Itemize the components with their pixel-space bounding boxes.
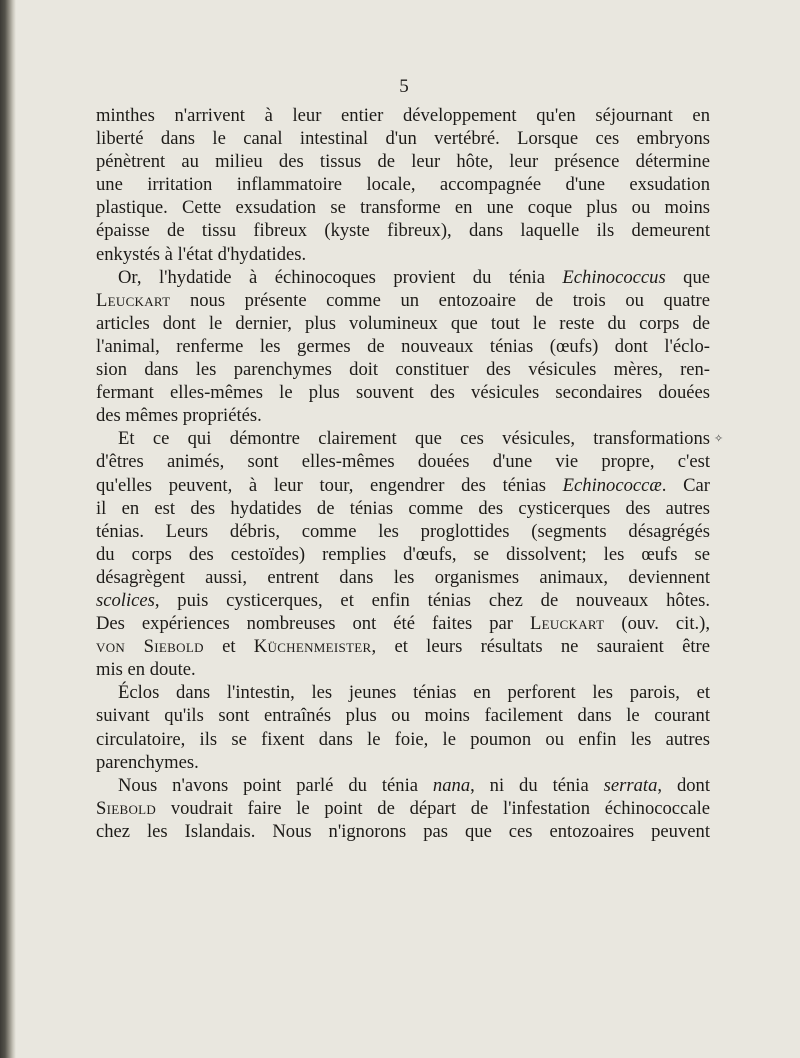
text-line: chez les Islandais. Nous n'ignorons pas que ces entozoaires peuvent [96,820,710,842]
text-line: sion dans les parenchymes doit constituer des vésicules mères, ren- [96,359,710,381]
text-line: ténias. Leurs débris, comme les proglottides (segments désagrégés [96,520,710,542]
text-line: Nous n'avons point parlé du ténia nana, ni du ténia serrata, dont [118,774,710,796]
text-line: Leuckart nous présente comme un entozoaire de trois ou quatre [96,289,710,311]
text-line: du corps des cestoïdes) remplies d'œufs, se dissolvent; les œufs se [96,543,710,565]
text-line: Or, l'hydatide à échinocoques provient du ténia Echinococcus que [118,266,710,288]
text-line: Éclos dans l'intestin, les jeunes ténias en perforent les parois, et [118,682,710,704]
text-line: qu'elles peuvent, à leur tour, engendrer des ténias Echinococcæ. Car [96,474,710,496]
author-name: Küchenmeister [253,636,372,658]
text-line: mis en doute. [96,659,196,681]
author-name: Leuckart [96,289,171,311]
text-line: désagrègent aussi, entrent dans les organismes animaux, deviennent [96,566,710,588]
italic-term: nana [432,774,471,796]
body-text [96,104,710,843]
text-line: Siebold voudrait faire le point de départ de l'infestation échinococcale [96,797,710,819]
text-line: Des expériences nombreuses ont été faites par Leuckart (ouv. cit.), [96,613,710,635]
author-name: von Siebold [96,636,204,658]
text-line: minthes n'arrivent à leur entier développement qu'en séjournant en [96,105,710,126]
text-line: enkystés à l'état d'hydatides. [96,243,307,265]
text-line: scolices, puis cysticerques, et enfin ténias chez de nouveaux hôtes. [96,589,710,611]
text-line: l'animal, renferme les germes de nouveaux ténias (œufs) dont l'éclo- [96,335,710,357]
italic-term: scolices [96,589,155,611]
text-line: il en est des hydatides de ténias comme des cysticerques des autres [96,497,710,519]
author-name: Siebold [96,797,157,819]
text-line: plastique. Cette exsudation se transforme en une coque plus ou moins [96,197,710,219]
text-line: une irritation inflammatoire locale, accompagnée d'une exsudation [96,174,710,196]
text-line: fermant elles-mêmes le plus souvent des vésicules secondaires douées [96,382,710,404]
text-line: d'êtres animés, sont elles-mêmes douées d'une vie propre, c'est [96,451,710,473]
text-line: articles dont le dernier, plus volumineux que tout le reste du corps de [96,312,710,334]
text-line: Et ce qui démontre clairement que ces vésicules, transformations [118,428,710,450]
margin-mark: ✧ [714,433,724,445]
book-binding-edge [0,0,16,1058]
text-line: pénètrent au milieu des tissus de leur hôte, leur présence détermine [96,151,710,173]
page-number: 5 [399,76,409,97]
text-line: parenchymes. [96,751,199,773]
italic-term: serrata [603,774,658,796]
text-line: des mêmes propriétés. [96,405,262,427]
italic-term: Echinococcus [562,266,666,288]
text-line: circulatoire, ils se fixent dans le foie, le poumon ou enfin les autres [96,728,710,750]
text-line: suivant qu'ils sont entraînés plus ou moins facilement dans le courant [96,705,710,727]
author-name: Leuckart [530,613,605,635]
text-line: épaisse de tissu fibreux (kyste fibreux), dans laquelle ils demeurent [96,220,710,242]
text-line: von Siebold et Küchenmeister, et leurs résultats ne sauraient être [96,636,710,658]
text-line: liberté dans le canal intestinal d'un vertébré. Lorsque ces embryons [96,128,710,150]
italic-term: Echinococcæ [562,474,662,496]
